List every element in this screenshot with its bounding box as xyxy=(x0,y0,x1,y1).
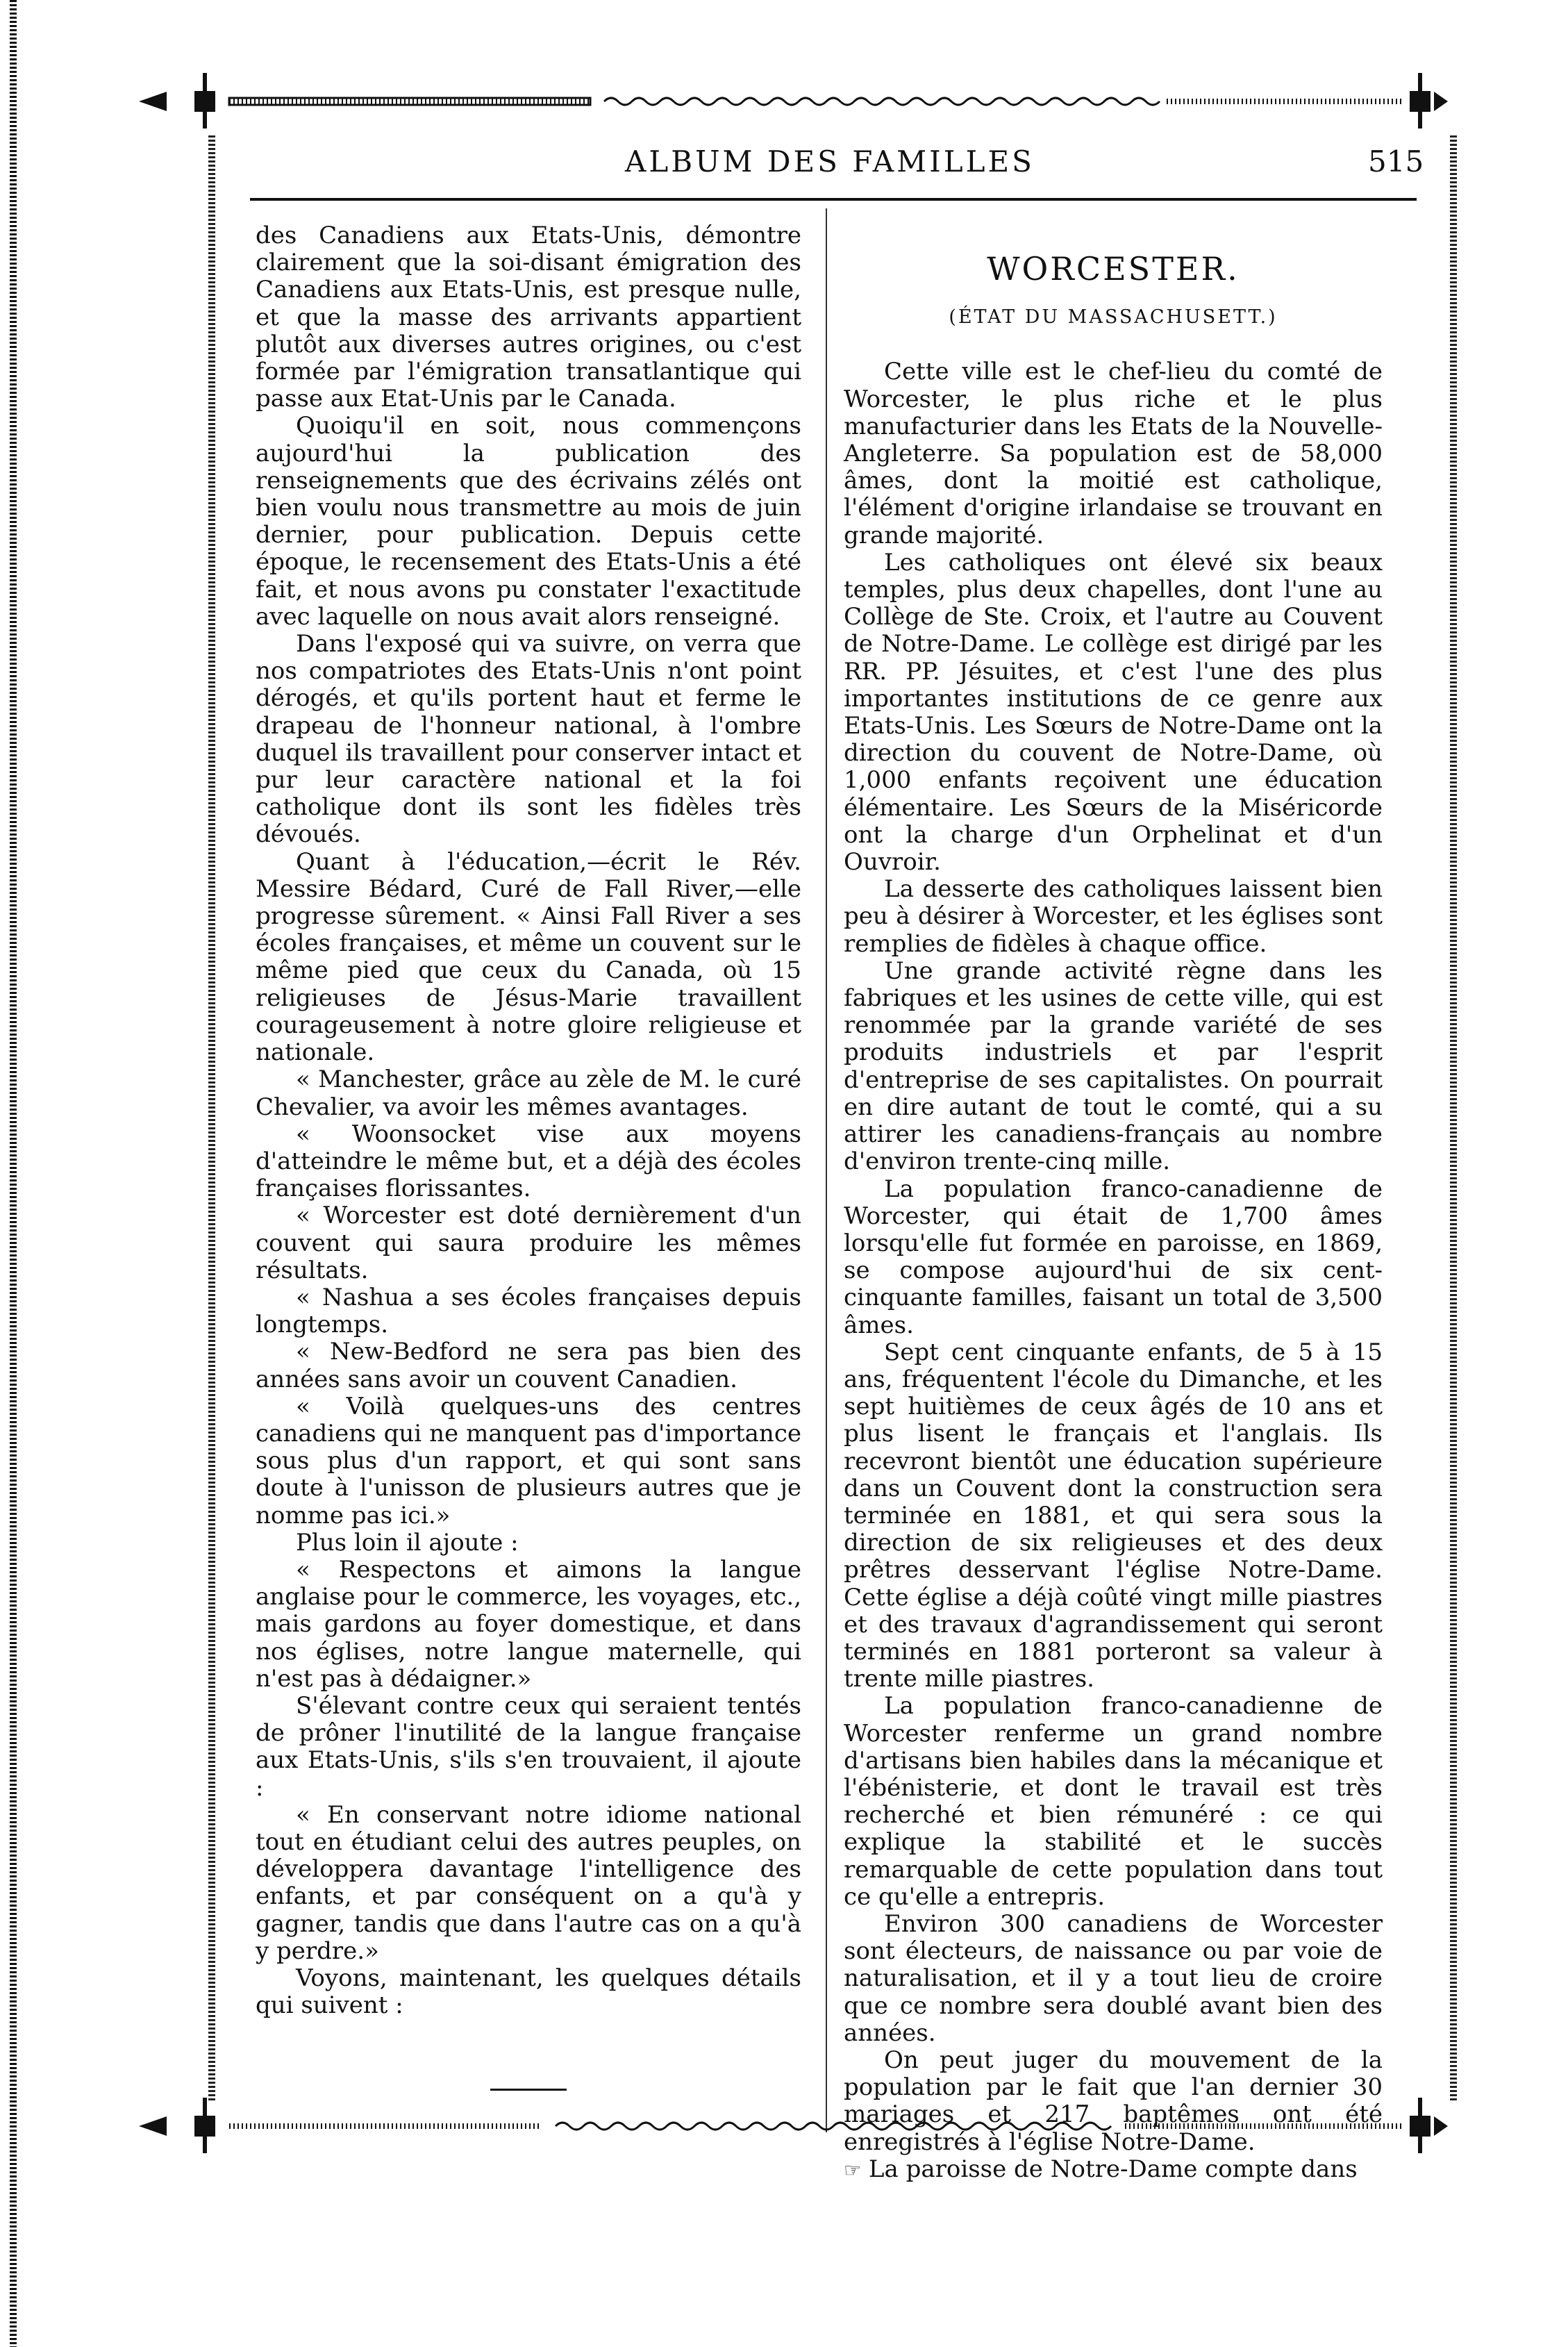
paragraph: S'élevant contre ceux qui seraient tentés de prôner l'inutilité de la langue française aux Etats-Unis, s'ils s'en trouvaient, il ajoute : xyxy=(256,1691,801,1802)
paragraph: « En conservant notre idiome national tout en étudiant celui des autres peuples, on développera davantage l'intelligence des enfants, et par conséquent on a qu'à y gagner, tandis que dans l'autre cas on a qu'à y perdre.» xyxy=(256,1800,801,1965)
left-column xyxy=(256,222,801,2091)
paragraph: Plus loin il ajoute : xyxy=(296,1528,519,1557)
bottom-ornament xyxy=(125,2098,1458,2153)
article-title: WORCESTER. xyxy=(987,250,1240,288)
page-number: 515 xyxy=(1368,144,1424,179)
page-binding-edge xyxy=(10,0,17,2347)
top-ornament xyxy=(125,73,1458,128)
right-frame-rule xyxy=(1450,135,1457,2101)
header-rule xyxy=(250,198,1417,201)
paragraph: « Woonsocket vise aux moyens d'atteindre le même but, et a déjà des écoles françaises florissantes. xyxy=(256,1120,801,1203)
paragraph: « Voilà quelques-uns des centres canadiens qui ne manquent pas d'importance sous plus d'un rapport, et qui sont sans doute à l'unisson de plusieurs autres que je nomme pas ici.» xyxy=(256,1392,801,1529)
column-divider xyxy=(826,208,827,2132)
article-subtitle: (ÉTAT DU MASSACHUSETT.) xyxy=(949,306,1278,329)
paragraph: La population franco-canadienne de Worcester, qui était de 1,700 âmes lorsqu'elle fut formée en paroisse, en 1869, se compose aujourd'hui de six cent-cinquante familles, faisant un total de 3,500 âmes. xyxy=(844,1175,1383,1339)
paragraph: On peut juger du mouvement de la population par le fait que l'an dernier 30 mariages et 217 baptêmes ont été enregistrés à l'église Notre-Dame. xyxy=(844,2046,1383,2156)
paragraph: « Manchester, grâce au zèle de M. le curé Chevalier, va avoir les mêmes avantages. xyxy=(256,1065,801,1121)
paragraph: Environ 300 canadiens de Worcester sont électeurs, de naissance ou par voie de naturalisation, et il y a tout lieu de croire que ce nombre sera doublé avant bien des années. xyxy=(844,1909,1383,2047)
paragraph: « New-Bedford ne sera pas bien des années sans avoir un couvent Canadien. xyxy=(256,1338,801,1393)
paragraph: des Canadiens aux Etats-Unis, démontre clairement que la soi-disant émigration des Canadiens aux Etats-Unis, est presque nulle, et que la masse des arrivants appartient plutôt aux diverses autres origines, ou c'est formée par l'émigration transatlantique qui passe aux Etat-Unis par le Canada. xyxy=(256,222,801,413)
section-end-rule xyxy=(490,2089,567,2091)
paragraph: La population franco-canadienne de Worcester renferme un grand nombre d'artisans bien habiles dans la mécanique et l'ébénisterie, et dont le travail est très recherché et bien rémunéré : ce qui explique la stabilité et le succès remarquable de cette population dans tout ce qu'elle a entrepris. xyxy=(844,1692,1383,1911)
paragraph: « Worcester est doté dernièrement d'un couvent qui saura produire les mêmes résultats. xyxy=(256,1202,801,1284)
paragraph: Une grande activité règne dans les fabriques et les usines de cette ville, qui est renommée par la grande variété de ses produits industriels et par l'esprit d'entreprise de ses capitalistes. On pourrait en dire autant de tout le comté, qui a su attirer les canadiens-français au nombre d'environ trente-cinq mille. xyxy=(844,956,1383,1176)
paragraph: Sept cent cinquante enfants, de 5 à 15 ans, fréquentent l'école du Dimanche, et les sept huitièmes de ceux âgés de 10 ans et plus lisent le français et l'anglais. Ils recevront bientôt une éducation supérieure dans un Couvent dont la construction sera terminée en 1881, et qui sera sous la direction de six religieuses et des deux prêtres desservant l'église Notre-Dame. Cette église a déjà coûté vingt mille piastres et des travaux d'agrandissement qui seront terminés en 1881 porteront sa valeur à trente mille piastres. xyxy=(844,1338,1383,1693)
running-head: ALBUM DES FAMILLES xyxy=(625,144,1035,179)
paragraph: Cette ville est le chef-lieu du comté de Worcester, le plus riche et le plus manufacturier dans les Etats de la Nouvelle-Angleterre. Sa population est de 58,000 âmes, dont la moitié est catholique, l'élément d'origine irlandaise se trouvant en grande majorité. xyxy=(844,358,1383,549)
paragraph: Quant à l'éducation,—écrit le Rév. Messire Bédard, Curé de Fall River,—elle progresse sûrement. « Ainsi Fall River a ses écoles françaises, et même un couvent sur le même pied que ceux du Canada, où 15 religieuses de Jésus-Marie travaillent courageusement à notre gloire religieuse et nationale. xyxy=(256,847,801,1067)
paragraph: Les catholiques ont élevé six beaux temples, plus deux chapelles, dont l'une au Collège de Ste. Croix, et l'autre au Couvent de Notre-Dame. Le collège est dirigé par les RR. PP. Jésuites, et c'est l'une des plus importantes institutions de ce genre aux Etats-Unis. Les Sœurs de Notre-Dame ont la direction du couvent de Notre-Dame, où 1,000 enfants reçoivent une éducation élémentaire. Les Sœurs de la Miséricorde ont la charge d'un Orphelinat et d'un Ouvroir. xyxy=(844,548,1383,877)
printer-fleuron-icon: ☞ xyxy=(844,2158,862,2182)
right-column xyxy=(844,222,1383,2184)
paragraph: Quoiqu'il en soit, nous commençons aujourd'hui la publication des renseignements que des écrivains zélés ont bien voulu nous transmettre au mois de juin dernier, pour publication. Depuis cette époque, le recensement des Etats-Unis a été fait, et nous avons pu constater l'exactitude avec laquelle on nous avait alors renseigné. xyxy=(256,412,801,631)
left-frame-rule xyxy=(208,135,215,2101)
continued-line-text: La paroisse de Notre-Dame compte dans xyxy=(868,2155,1358,2183)
paragraph: « Respectons et aimons la langue anglaise pour le commerce, les voyages, etc., mais gardons au foyer domestique, et dans nos églises, notre langue maternelle, qui n'est pas à dédaigner.» xyxy=(256,1555,801,1693)
continued-line xyxy=(844,2156,1383,2184)
paragraph: « Nashua a ses écoles françaises depuis longtemps. xyxy=(256,1283,801,1339)
paragraph: La desserte des catholiques laissent bien peu à désirer à Worcester, et les églises sont remplies de fidèles à chaque office. xyxy=(844,875,1383,958)
paragraph: Voyons, maintenant, les quelques détails qui suivent : xyxy=(256,1964,801,2020)
paragraph: Dans l'exposé qui va suivre, on verra que nos compatriotes des Etats-Unis n'ont point dérogés, et qu'ils portent haut et ferme le drapeau de l'honneur national, à l'ombre duquel ils travaillent pour conserver intact et pur leur caractère national et la foi catholique dont ils sont les fidèles très dévoués. xyxy=(256,630,801,849)
